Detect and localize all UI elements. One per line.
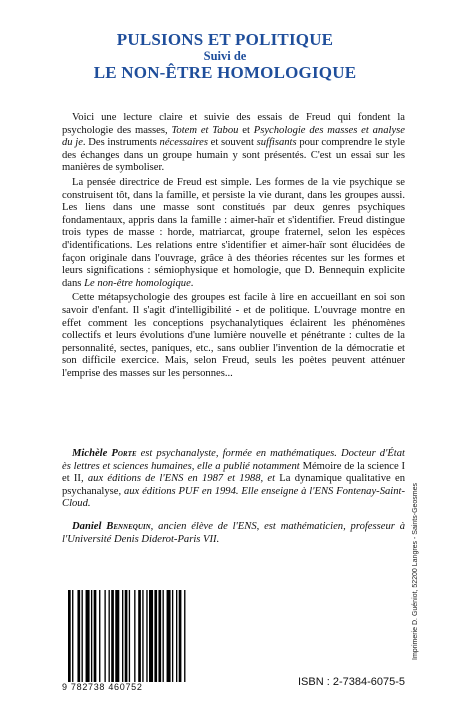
- blurb-paragraph-3: Cette métapsychologie des groupes est facile à lire en accueillant en soi son savoir d'enfant. Il s'agit d'intelligibilité - et de politique. L'ouvrage montre en effet comment les conceptions psychanalytiques éclairent les phénomènes collectifs et leurs évolutions d'une lumière nouvelle et pénétrante : cultes de la personnalité, sectes, paniques, etc., sans oublier l'invention de la démocratie et son difficile exercice. Mais, selon Freud, seuls les poètes peuvent atténuer l'emprise des masses sur les personnes...: [62, 292, 405, 379]
- title-block: [0, 30, 450, 82]
- blurb: [62, 112, 405, 382]
- book-title: PULSIONS ET POLITIQUE: [116, 30, 334, 49]
- isbn: ISBN : 2-7384-6075-5: [298, 676, 406, 688]
- blurb-paragraph-2: La pensée directrice de Freud est simple. Les formes de la vie psychique se construisent tôt, dans la famille, et persiste la vie durant, dans les groupes aussi. Les liens dans une masse sont constitués par deux genres psychiques fondamentaux, appris dans la famille : aimer-haïr et s'identifier. Freud distingue trois types de masse : horde, matriarcat, groupe fraternel, selon les espèces d'identifications. Les relations entre s'identifier et aimer-haïr sont élucidées de façon originale dans l'ouvrage, grâce à des théories récentes sur les formes et leurs significations : sémiophysique et homologie, que D. Bennequin explicite dans Le non-être homologique.: [62, 176, 405, 289]
- author-bio-porte: Michèle Porte est psychanalyste, formée en mathématiques. Docteur d'État ès lettres et sciences humaines, elle a publié notamment Mémoire de la science I et II, aux éditions de l'ENS en 1987 et 1988, et La dynamique qualitative en psychanalyse, aux éditions PUF en 1994. Elle enseigne à l'ENS Fontenay-Saint-Cloud.: [62, 448, 405, 510]
- printer-note: Imprimerie D. Guéniot, 52200 Langres - Saints-Geosmes: [412, 482, 419, 660]
- barcode-digits: 9 782738 460752: [62, 682, 143, 692]
- author-bio-bennequin: Daniel Bennequin, ancien élève de l'ENS, est mathématicien, professeur à l'Université Denis Diderot-Paris VII.: [62, 520, 405, 545]
- author-bios: [62, 448, 405, 556]
- barcode: [62, 588, 232, 684]
- title-connector: Suivi de: [203, 49, 247, 63]
- book-subtitle: LE NON-ÊTRE HOMOLOGIQUE: [93, 63, 357, 82]
- blurb-paragraph-1: Voici une lecture claire et suivie des essais de Freud qui fondent la psychologie des masses, Totem et Tabou et Psychologie des masses et analyse du je. Des instruments nécessaires et souvent suffisants pour comprendre le style des échanges dans un groupe humain y sont présentés. C'est un essai sur les manières de symboliser.: [62, 112, 405, 174]
